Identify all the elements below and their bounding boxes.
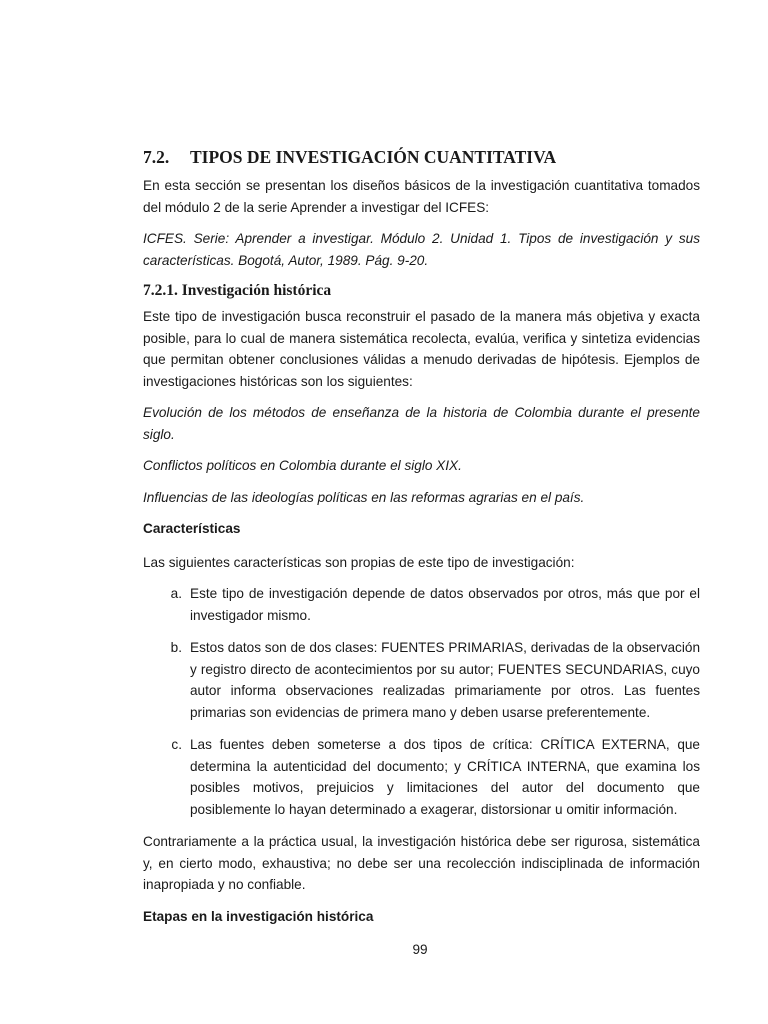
list-item-text: Este tipo de investigación depende de datos observados por otros, más que por el investigador mismo. xyxy=(190,586,700,623)
example-1: Evolución de los métodos de enseñanza de la historia de Colombia durante el presente siglo. xyxy=(143,405,700,442)
list-item-text: Las fuentes deben someterse a dos tipos de crítica: CRÍTICA EXTERNA, que determina la autenticidad del documento; y CRÍTICA INTERNA, que examina los posibles motivos, prejuicios y limitaciones del autor del documento que posiblemente lo hayan determinado a exagerar, distorsionar u omitir información. xyxy=(190,737,700,817)
list-item xyxy=(143,583,700,626)
section-title: TIPOS DE INVESTIGACIÓN CUANTITATIVA xyxy=(190,147,557,167)
list-item-text: Estos datos son de dos clases: FUENTES PRIMARIAS, derivadas de la observación y registro directo de acontecimientos por su autor; FUENTES SECUNDARIAS, cuyo autor informa observaciones realizadas primariamente por otros. Las fuentes primarias son evidencias de primera mano y deben usarse preferentemente. xyxy=(190,640,700,720)
section-number: 7.2. xyxy=(143,147,170,167)
page-number: 99 xyxy=(412,942,428,957)
list-item xyxy=(143,637,700,723)
subsection-title: 7.2.1. Investigación histórica xyxy=(143,282,332,299)
characteristics-heading: Características xyxy=(143,521,241,536)
example-2: Conflictos políticos en Colombia durante el siglo XIX. xyxy=(143,458,462,473)
list-marker: b. xyxy=(170,640,182,655)
characteristics-intro: Las siguientes características son propias de este tipo de investigación: xyxy=(143,554,575,570)
example-3: Influencias de las ideologías políticas en las reformas agrarias en el país. xyxy=(143,489,585,505)
characteristics-list xyxy=(143,583,700,820)
section-heading xyxy=(143,146,700,168)
subsection-intro: Este tipo de investigación busca reconstruir el pasado de la manera más objetiva y exacta posible, para lo cual de manera sistemática recolecta, evalúa, verifica y sintetiza evidencias que permitan obtener conclusiones válidas a menudo derivadas de hipótesis. Ejemplos de investigaciones históricas son los siguientes: xyxy=(143,309,700,389)
citation: ICFES. Serie: Aprender a investigar. Módulo 2. Unidad 1. Tipos de investigación y sus características. Bogotá, Autor, 1989. Pág. 9-20. xyxy=(143,231,700,268)
list-marker: c. xyxy=(171,737,182,752)
stages-heading: Etapas en la investigación histórica xyxy=(143,908,374,924)
closing-paragraph: Contrariamente a la práctica usual, la investigación histórica debe ser rigurosa, sistemática y, en cierto modo, exhaustiva; no debe ser una recolección indisciplinada de información inapropiada y no confiable. xyxy=(143,834,700,892)
document-page xyxy=(143,146,700,939)
section-intro: En esta sección se presentan los diseños básicos de la investigación cuantitativa tomados del módulo 2 de la serie Aprender a investigar del ICFES: xyxy=(143,178,700,215)
list-marker: a. xyxy=(170,586,182,601)
list-item xyxy=(143,734,700,820)
